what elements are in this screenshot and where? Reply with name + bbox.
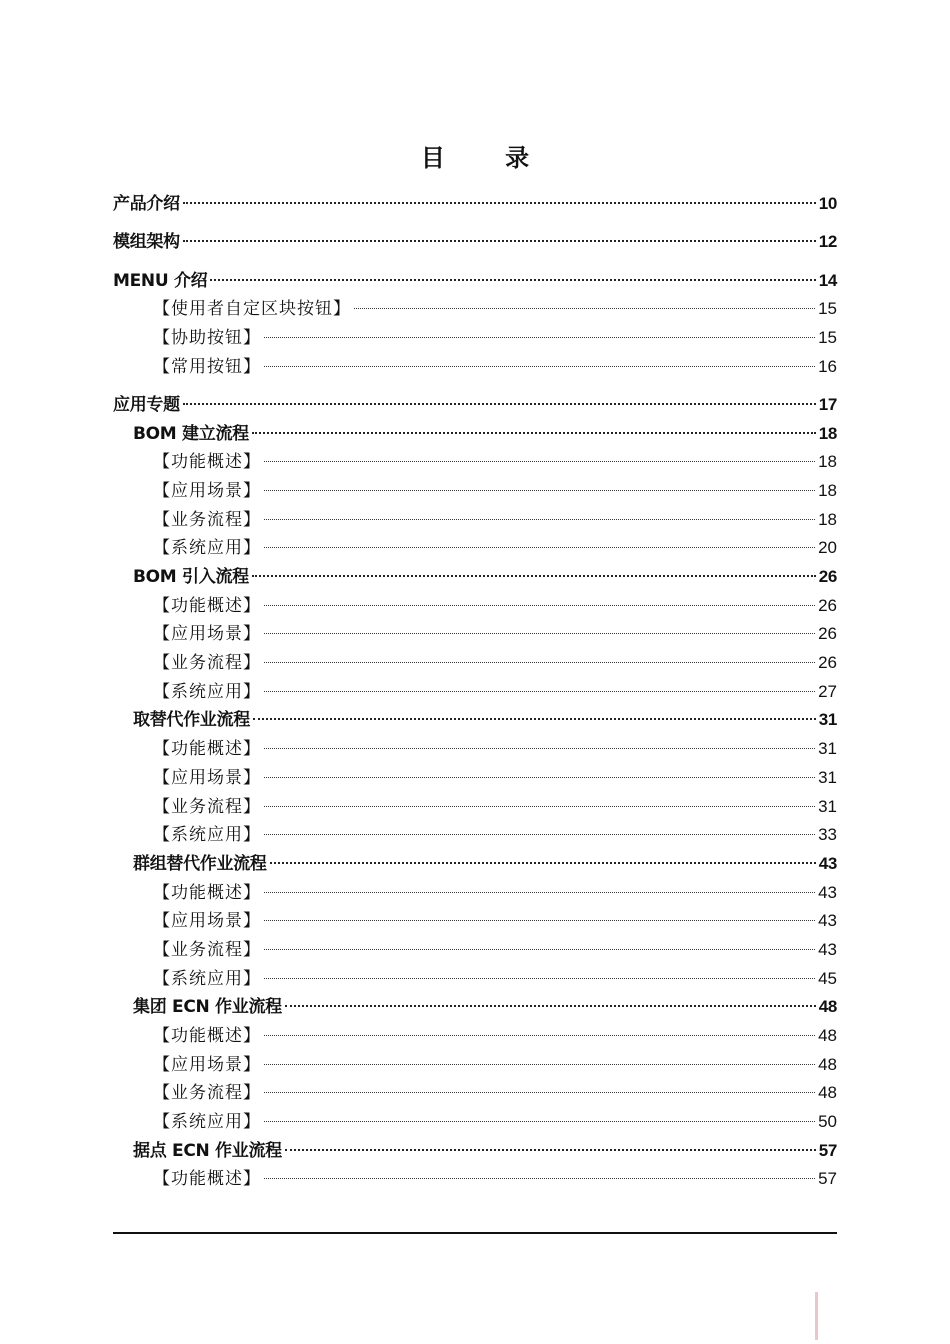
toc-entry-page-number: 48 (818, 997, 837, 1017)
table-of-contents (113, 190, 837, 1194)
toc-entry[interactable] (113, 649, 837, 678)
dot-leader (264, 920, 815, 921)
toc-entry[interactable] (113, 1051, 837, 1080)
toc-entry[interactable] (113, 936, 837, 965)
toc-entry[interactable] (113, 295, 837, 324)
toc-entry-label: 【业务流程】 (153, 939, 261, 960)
dot-leader (264, 834, 815, 835)
dot-leader (264, 978, 815, 979)
toc-entry[interactable] (113, 477, 837, 506)
toc-entry-label: 【协助按钮】 (153, 327, 261, 348)
toc-entry-page-number: 43 (818, 911, 837, 931)
toc-entry-page-number: 18 (818, 509, 837, 529)
toc-entry[interactable] (113, 620, 837, 649)
toc-entry-label: 【功能概述】 (153, 452, 261, 473)
toc-entry-page-number: 48 (818, 1026, 837, 1046)
toc-entry[interactable] (113, 420, 837, 449)
toc-entry-label: 集团 ECN 作业流程 (133, 997, 282, 1018)
dot-leader (270, 862, 816, 864)
toc-entry-label: 【应用场景】 (153, 911, 261, 932)
toc-entry[interactable] (113, 506, 837, 535)
toc-entry[interactable] (113, 353, 837, 382)
toc-entry-page-number: 48 (818, 1054, 837, 1074)
toc-entry[interactable] (113, 391, 837, 420)
toc-entry-label: 【使用者自定区块按钮】 (153, 299, 351, 320)
toc-entry-page-number: 57 (818, 1140, 837, 1160)
toc-entry-page-number: 10 (818, 194, 837, 213)
toc-entry-label: 【应用场景】 (153, 767, 261, 788)
toc-entry-page-number: 14 (818, 270, 837, 290)
toc-entry-page-number: 18 (818, 452, 837, 472)
dot-leader (264, 547, 815, 548)
toc-entry[interactable] (113, 563, 837, 592)
dot-leader (264, 806, 815, 807)
toc-entry-page-number: 12 (818, 232, 837, 252)
toc-entry[interactable] (113, 735, 837, 764)
toc-entry-label: 【功能概述】 (153, 739, 261, 760)
toc-entry-label: MENU 介绍 (113, 270, 208, 291)
toc-entry-label: 【功能概述】 (153, 882, 261, 903)
toc-entry[interactable] (113, 448, 837, 477)
toc-entry-label: 【业务流程】 (153, 509, 261, 530)
toc-entry[interactable] (113, 821, 837, 850)
dot-leader (264, 748, 815, 749)
page-edge-mark (815, 1292, 818, 1340)
toc-entry-page-number: 43 (818, 882, 837, 902)
toc-entry-label: 【功能概述】 (153, 1026, 261, 1047)
toc-entry-label: 取替代作业流程 (133, 710, 250, 731)
toc-entry-page-number: 15 (818, 327, 837, 347)
dot-leader (285, 1149, 816, 1151)
toc-entry[interactable] (113, 534, 837, 563)
toc-entry-label: 【业务流程】 (153, 653, 261, 674)
dot-leader (264, 949, 815, 950)
toc-entry-page-number: 26 (818, 624, 837, 644)
toc-entry[interactable] (113, 965, 837, 994)
dot-leader (252, 432, 816, 434)
toc-entry[interactable] (113, 1137, 837, 1166)
toc-entry-page-number: 15 (818, 299, 837, 319)
dot-leader (264, 337, 815, 338)
dot-leader (264, 1121, 815, 1122)
toc-entry[interactable] (113, 1079, 837, 1108)
toc-entry-label: 模组架构 (113, 232, 180, 253)
dot-leader (264, 1035, 815, 1036)
dot-leader (264, 519, 815, 520)
toc-entry-label: 【系统应用】 (153, 681, 261, 702)
toc-entry-page-number: 45 (818, 968, 837, 988)
toc-entry[interactable] (113, 850, 837, 879)
toc-entry-label: 产品介绍 (113, 194, 180, 214)
toc-entry-page-number: 17 (818, 394, 837, 414)
dot-leader (264, 691, 815, 692)
toc-entry-label: BOM 建立流程 (133, 423, 249, 444)
toc-entry-page-number: 43 (818, 939, 837, 959)
toc-entry[interactable] (113, 879, 837, 908)
dot-leader (183, 403, 816, 405)
toc-entry-label: 群组替代作业流程 (133, 853, 267, 874)
page-title: 目 录 (420, 144, 556, 172)
dot-leader (264, 461, 815, 462)
dot-leader (183, 202, 816, 204)
toc-entry-page-number: 20 (818, 538, 837, 558)
toc-entry[interactable] (113, 1022, 837, 1051)
toc-entry[interactable] (113, 592, 837, 621)
toc-entry[interactable] (113, 190, 837, 219)
dot-leader (264, 892, 815, 893)
toc-entry-page-number: 43 (818, 853, 837, 873)
toc-entry-label: 【业务流程】 (153, 1083, 261, 1104)
toc-entry-label: BOM 引入流程 (133, 567, 249, 588)
toc-entry-label: 【功能概述】 (153, 1169, 261, 1190)
toc-entry[interactable] (113, 706, 837, 735)
toc-entry-page-number: 33 (818, 825, 837, 845)
toc-entry-page-number: 48 (818, 1083, 837, 1103)
toc-entry-page-number: 18 (818, 480, 837, 500)
footer-rule (113, 1232, 837, 1234)
toc-entry-page-number: 31 (818, 796, 837, 816)
toc-entry[interactable] (113, 907, 837, 936)
toc-entry[interactable] (113, 793, 837, 822)
dot-leader (264, 366, 815, 367)
toc-entry-page-number: 31 (818, 739, 837, 759)
toc-entry-page-number: 50 (818, 1112, 837, 1132)
dot-leader (264, 1092, 815, 1093)
dot-leader (264, 662, 815, 663)
dot-leader (264, 777, 815, 778)
dot-leader (252, 575, 816, 577)
toc-entry[interactable] (113, 228, 837, 257)
toc-entry-label: 【系统应用】 (153, 538, 261, 559)
toc-entry-page-number: 26 (818, 653, 837, 673)
toc-entry-page-number: 26 (818, 567, 837, 587)
toc-entry-label: 【常用按钮】 (153, 356, 261, 377)
toc-entry-page-number: 31 (818, 710, 837, 730)
toc-entry-label: 【系统应用】 (153, 825, 261, 846)
toc-entry[interactable] (113, 993, 837, 1022)
dot-leader (183, 240, 816, 242)
toc-entry-label: 应用专题 (113, 394, 180, 415)
dot-leader (210, 279, 815, 281)
toc-entry-page-number: 27 (818, 681, 837, 701)
toc-entry[interactable] (113, 1165, 837, 1194)
dot-leader (264, 1178, 815, 1179)
dot-leader (264, 490, 815, 491)
toc-entry[interactable] (113, 267, 837, 296)
toc-entry-label: 【应用场景】 (153, 624, 261, 645)
toc-entry[interactable] (113, 1108, 837, 1137)
toc-entry-label: 【应用场景】 (153, 480, 261, 501)
dot-leader (264, 1064, 815, 1065)
toc-entry-label: 【功能概述】 (153, 595, 261, 616)
toc-entry-label: 据点 ECN 作业流程 (133, 1140, 282, 1161)
dot-leader (354, 308, 815, 309)
toc-entry-label: 【业务流程】 (153, 796, 261, 817)
toc-entry-page-number: 26 (818, 595, 837, 615)
dot-leader (264, 605, 815, 606)
dot-leader (264, 633, 815, 634)
dot-leader (285, 1005, 816, 1007)
dot-leader (253, 718, 816, 720)
toc-entry[interactable] (113, 764, 837, 793)
toc-entry[interactable] (113, 324, 837, 353)
toc-entry-page-number: 57 (818, 1169, 837, 1189)
toc-entry-label: 【系统应用】 (153, 968, 261, 989)
toc-entry-label: 【应用场景】 (153, 1054, 261, 1075)
toc-entry-page-number: 16 (818, 356, 837, 376)
toc-entry[interactable] (113, 678, 837, 707)
toc-entry-label: 【系统应用】 (153, 1112, 261, 1133)
toc-entry-page-number: 18 (818, 423, 837, 443)
toc-entry-page-number: 31 (818, 767, 837, 787)
